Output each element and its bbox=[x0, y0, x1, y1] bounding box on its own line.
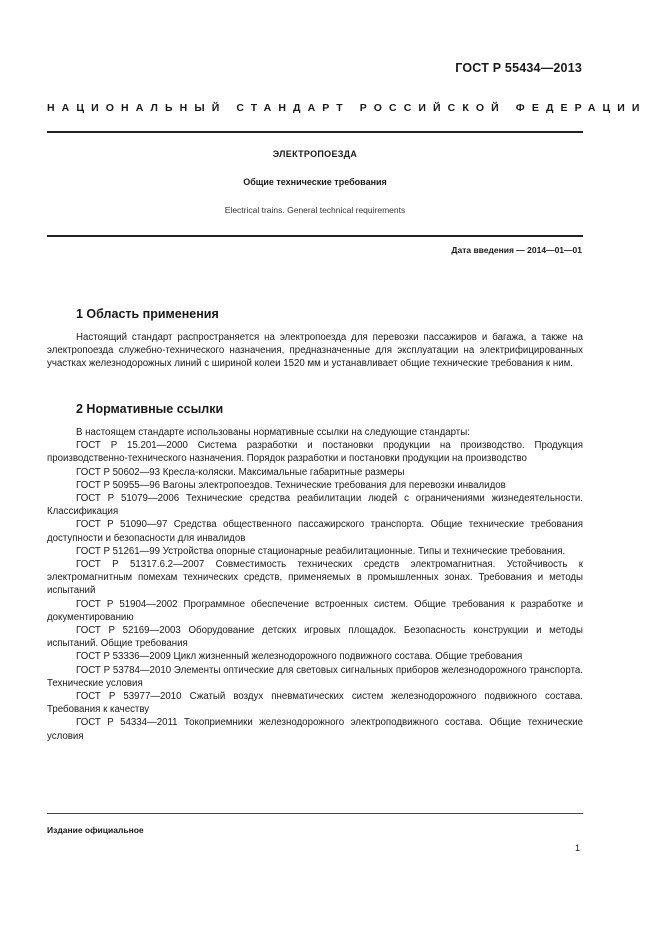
title-divider bbox=[47, 235, 583, 237]
section-heading-normative-references: 2 Нормативные ссылки bbox=[76, 402, 224, 416]
reference-item: ГОСТ Р 50602—93 Кресла-коляски. Максимальные габаритные размеры bbox=[76, 466, 405, 478]
reference-item: ГОСТ Р 15.201—2000 Система разработки и постановки продукции на производство. Продукция производственно-технического назначения. Порядок разработки и постановки продукции на производство bbox=[47, 440, 583, 465]
section-heading-scope: 1 Область применения bbox=[76, 307, 219, 321]
reference-item: ГОСТ Р 51904—2002 Программное обеспечение встроенных систем. Общие требования к разработке и документированию bbox=[47, 598, 583, 623]
reference-item: ГОСТ Р 51261—99 Устройства опорные стационарные реабилитационные. Типы и технические требования. bbox=[76, 545, 566, 557]
official-edition-label: Издание официальное bbox=[47, 825, 144, 835]
paragraph: В настоящем стандарте использованы нормативные ссылки на следующие стандарты: bbox=[76, 427, 470, 438]
section-scope-body bbox=[47, 331, 583, 371]
reference-item: ГОСТ Р 53336—2009 Цикл жизненный железнодорожного подвижного состава. Общие требования bbox=[76, 651, 523, 663]
header-divider bbox=[47, 131, 583, 133]
paragraph: Настоящий стандарт распространяется на электропоезда для перевозки пассажиров и багажа, а также на электропоезда служебно-технического назначения, предназначенные для эксплуатации на электрифицированных участках железнодорожных линий с шириной колеи 1520 мм и устанавливает общие технические требования к ним. bbox=[47, 332, 583, 370]
document-title-english: Electrical trains. General technical requirements bbox=[224, 205, 406, 215]
reference-item: ГОСТ Р 51090—97 Средства общественного пассажирского транспорта. Общие технические требования доступности и безопасности для инвалидов bbox=[47, 519, 583, 544]
footer-divider bbox=[47, 813, 583, 814]
page-number: 1 bbox=[574, 843, 580, 853]
standard-number: ГОСТ Р 55434—2013 bbox=[455, 61, 582, 75]
reference-item: ГОСТ Р 51079—2006 Технические средства реабилитации людей с ограничениями жизнедеятельности. Классификация bbox=[47, 493, 583, 518]
document-title: ЭЛЕКТРОПОЕЗДА bbox=[272, 149, 358, 159]
introduction-date: Дата введения — 2014—01—01 bbox=[451, 245, 582, 255]
section-references-body bbox=[47, 426, 583, 743]
reference-item: ГОСТ Р 53977—2010 Сжатый воздух пневматических систем железнодорожного подвижного состава. Требования к качеству bbox=[47, 691, 583, 716]
reference-item: ГОСТ Р 50955—96 Вагоны электропоездов. Технические требования для перевозки инвалидов bbox=[76, 479, 506, 491]
reference-item: ГОСТ Р 52169—2003 Оборудование детских игровых площадок. Безопасность конструкции и методы испытаний. Общие требования bbox=[47, 625, 583, 650]
reference-item: ГОСТ Р 54334—2011 Токоприемники железнодорожного электроподвижного состава. Общие технические условия bbox=[47, 717, 583, 742]
document-subtitle: Общие технические требования bbox=[243, 177, 387, 187]
reference-item: ГОСТ Р 51317.6.2—2007 Совместимость технических средств электромагнитная. Устойчивость к электромагнитным помехам технических средств, применяемых в промышленных зонах. Требования и методы испытаний bbox=[47, 559, 583, 597]
reference-item: ГОСТ Р 53784—2010 Элементы оптические для световых сигнальных приборов железнодорожного транспорта. Технические условия bbox=[47, 664, 583, 689]
national-standard-title: НАЦИОНАЛЬНЫЙ СТАНДАРТ РОССИЙСКОЙ ФЕДЕРАЦИИ bbox=[47, 102, 647, 114]
